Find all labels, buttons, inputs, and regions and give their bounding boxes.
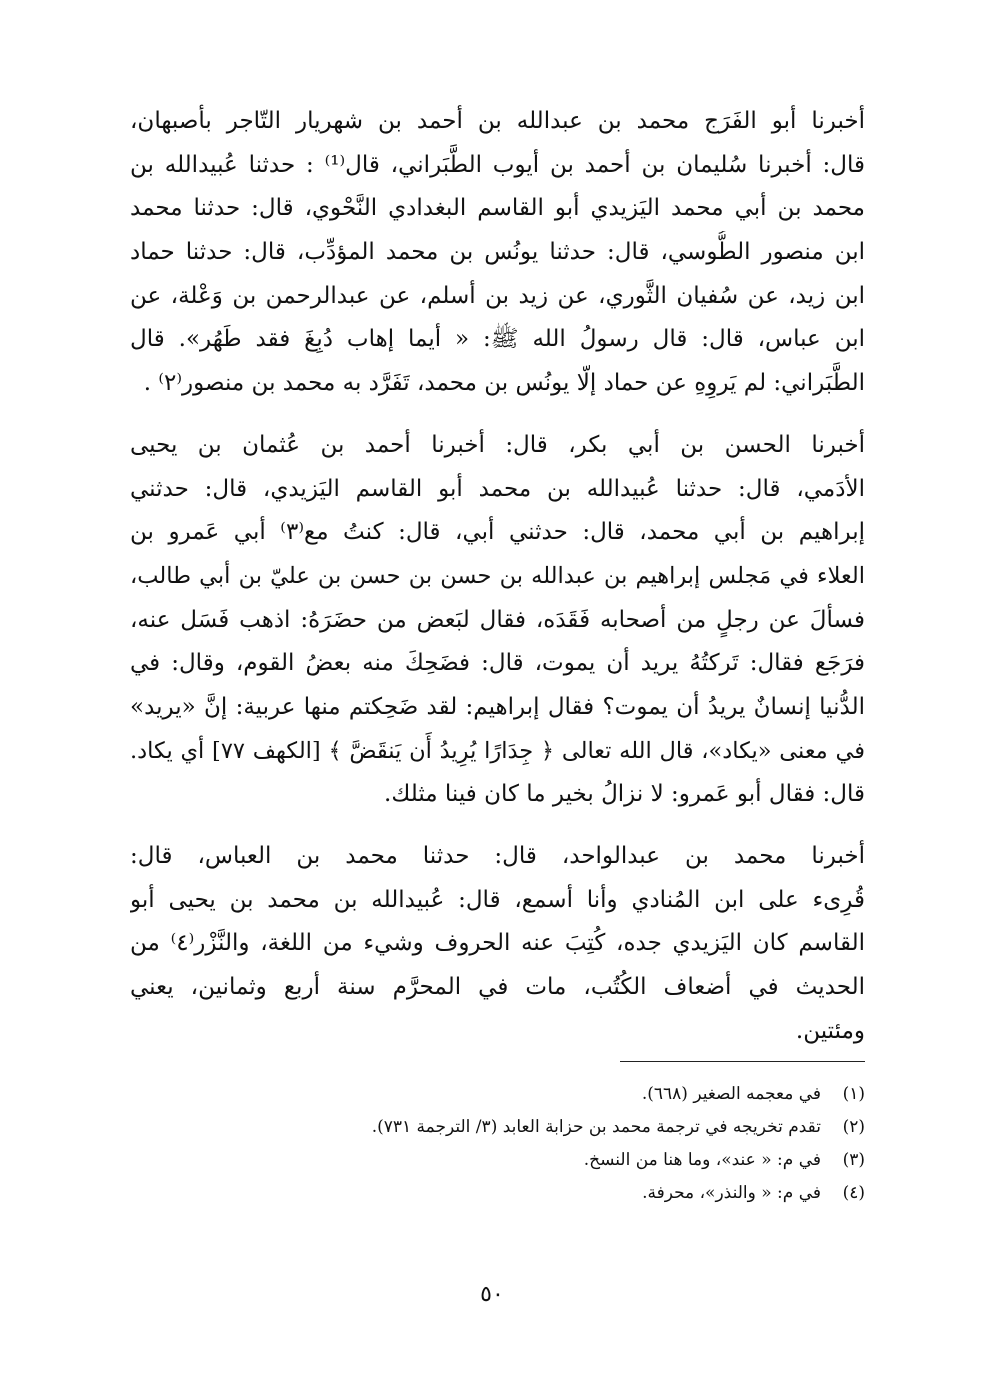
footnote-separator [620, 1061, 865, 1062]
text-line: قُرِىء على ابن المُنادي وأنا أسمع، قال: عُبيدالله بن محمد بن يحيى أبو [130, 886, 865, 913]
footnote [165, 1078, 865, 1111]
text-line: الحديث في أضعاف الكُتُب، مات في المحرَّم سنة أربع وثمانين، يعني [130, 974, 865, 1001]
footnote-text: في م: « عند»، وما هنا من النسخ. [583, 1150, 821, 1170]
footnote [165, 1111, 865, 1144]
footnote-number: (٣) [842, 1150, 865, 1170]
text-line: الأدَمي، قال: حدثنا عُبيدالله بن محمد أبو القاسم اليَزيدي، قال: حدثني [130, 475, 865, 502]
text-line: إبراهيم بن أبي محمد، قال: حدثني أبي، قال: كنتُ مع⁽٣⁾ أبي عَمرو بن [130, 519, 865, 546]
page-number: ٥٠ [480, 1282, 504, 1307]
text-line: أخبرنا أبو الفَرَج محمد بن عبدالله بن أحمد بن شهريار التّاجر بأصبهان، [130, 108, 865, 134]
text-line: قال: أخبرنا سُليمان بن أحمد بن أيوب الطَّبَراني، قال⁽¹⁾ : حدثنا عُبيدالله بن [130, 151, 865, 178]
text-line: قال: فقال أبو عَمرو: لا نزالُ بخير ما كان فينا مثلك. [384, 781, 865, 808]
text-line: الطَّبَراني: لم يَروِهِ عن حماد إلّا يونُس بن محمد، تَفَرَّد به محمد بن منصور⁽٢⁾ . [143, 370, 865, 397]
text-line: في معنى «يكاد»، قال الله تعالى ﴿ جِدَارًا يُرِيدُ أَن يَنقَضَّ ﴾ [الكهف ٧٧] أي يكاد. [130, 737, 865, 764]
footnote [165, 1177, 865, 1210]
paragraph-3 [130, 835, 865, 1053]
text-line: فسألَ عن رجلٍ من أصحابه فَقَدَه، فقال لبَعض من حضَرَهُ: اذهب فَسَل عنه، [130, 606, 865, 633]
footnote-number: (١) [842, 1084, 865, 1104]
text-line: محمد بن أبي محمد اليَزيدي أبو القاسم البغدادي النَّحْوي، قال: حدثنا محمد [130, 195, 865, 222]
text-line: ومئتين. [795, 1017, 865, 1044]
text-line: الدُّنيا إنسانٌ يريدُ أن يموت؟ فقال إبراهيم: لقد ضَحِكتم منها عربية: إنَّ «يريد» [130, 693, 865, 720]
footnote [165, 1144, 865, 1177]
footnote-number: (٤) [842, 1183, 865, 1203]
text-line: ابن منصور الطُّوسي، قال: حدثنا يونُس بن محمد المؤدِّب، قال: حدثنا حماد [130, 239, 865, 266]
text-line: أخبرنا الحسن بن أبي بكر، قال: أخبرنا أحمد بن عُثمان بن يحيى [130, 431, 865, 458]
text-line: القاسم كان اليَزيدي جده، كُتِبَ عنه الحروف وشيء من اللغة، والنَّزْر⁽٤⁾ من [130, 930, 865, 957]
footnote-text: في م: « والنذر»، محرفة. [642, 1183, 821, 1203]
paragraph-2 [130, 424, 865, 817]
text-line: ابن عباس، قال: قال رسولُ الله ﷺ: « أيما إهاب دُبِغَ فقد طَهُر». قال [130, 326, 865, 353]
footnote-number: (٢) [842, 1117, 865, 1137]
text-line: فرَجَع فقال: تَركتُهُ يريد أن يموت، قال: فضَحِكَ منه بعضُ القوم، وقال: في [130, 650, 865, 677]
paragraph-1 [130, 100, 865, 406]
footnotes [165, 1078, 865, 1210]
text-line: العلاء في مَجلس إبراهيم بن عبدالله بن حسن بن حسن بن عليّ بن أبي طالب، [130, 562, 865, 589]
text-line: أخبرنا محمد بن عبدالواحد، قال: حدثنا محمد بن العباس، قال: [130, 843, 865, 869]
text-line: ابن زيد، عن سُفيان الثَّوري، عن زيد بن أسلم، عن عبدالرحمن بن وَعْلة، عن [130, 282, 865, 309]
footnote-text: في معجمه الصغير (٦٦٨). [641, 1084, 821, 1104]
main-text [130, 100, 865, 1071]
footnote-text: تقدم تخريجه في ترجمة محمد بن حزابة العابد (٣/ الترجمة ٧٣١). [371, 1117, 821, 1137]
